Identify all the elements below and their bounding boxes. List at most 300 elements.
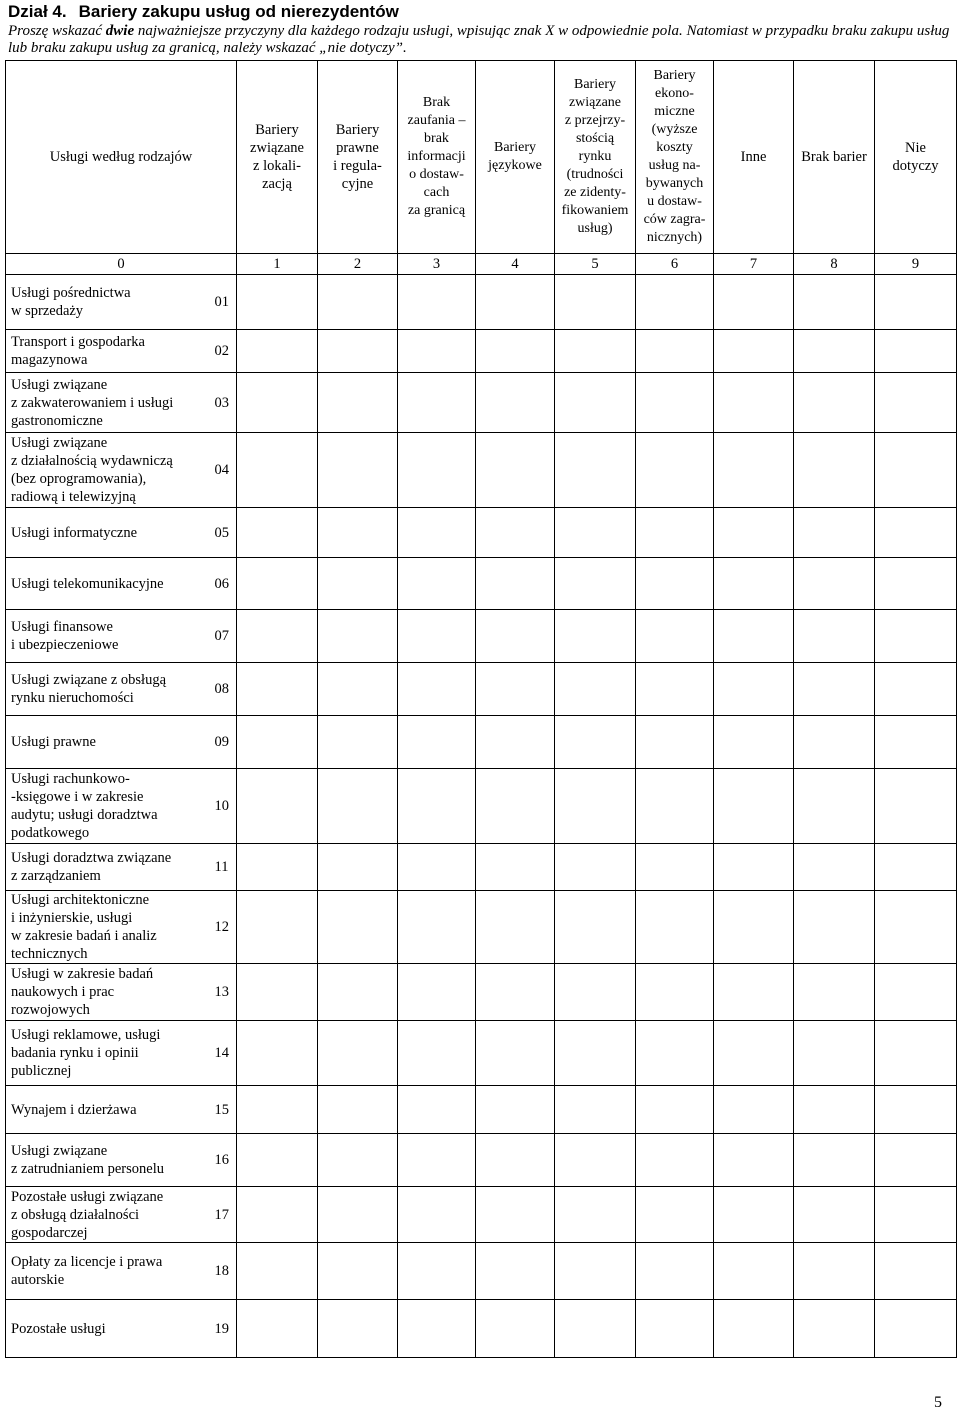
service-name-line: z zakwaterowaniem i usługi [11, 394, 174, 411]
header-line: brak [424, 131, 449, 146]
header-line: dotyczy [892, 158, 939, 174]
answer-cell[interactable] [237, 558, 318, 610]
service-name-line: naukowych i prac [11, 984, 115, 1000]
answer-cell[interactable] [636, 433, 714, 508]
answer-cell[interactable] [714, 1243, 794, 1300]
service-name-line: Usługi doradztwa związane [11, 850, 172, 866]
header-line: (wyższe [651, 122, 698, 137]
column-number: 9 [875, 254, 957, 275]
answer-cell[interactable] [636, 275, 714, 330]
row-code: 05 [211, 508, 237, 558]
answer-cell[interactable] [476, 433, 555, 508]
service-name-line: Usługi reklamowe, usługi [11, 1027, 161, 1043]
answer-cell[interactable] [318, 1086, 398, 1134]
answer-cell[interactable] [398, 1300, 476, 1358]
instructions-part2: najważniejsze przyczyny dla każdego rodzaju usługi, wpisując znak X w odpowiednie pola. Natomiast w przypadku braku zakupu usług lub braku zakupu usług za granicą, należy wskazać „nie dotyczy”. [8, 23, 950, 56]
service-name [6, 716, 211, 769]
header-line: zaufania – [407, 113, 466, 128]
answer-cell[interactable] [636, 508, 714, 558]
answer-cell[interactable] [398, 1021, 476, 1086]
answer-cell[interactable] [398, 844, 476, 891]
answer-cell[interactable] [875, 844, 957, 891]
answer-cell[interactable] [636, 330, 714, 373]
service-name-line: badania rynku i opinii [11, 1045, 139, 1061]
answer-cell[interactable] [476, 769, 555, 844]
table-row [6, 1187, 957, 1243]
answer-cell[interactable] [875, 1134, 957, 1187]
table-row [6, 891, 957, 964]
answer-cell[interactable] [875, 1187, 957, 1243]
column-number: 7 [714, 254, 794, 275]
answer-cell[interactable] [714, 964, 794, 1021]
answer-cell[interactable] [794, 769, 875, 844]
answer-cell[interactable] [794, 1300, 875, 1358]
header-line: fikowaniem [561, 203, 629, 218]
answer-cell[interactable] [237, 1300, 318, 1358]
column-number: 1 [237, 254, 318, 275]
answer-cell[interactable] [875, 964, 957, 1021]
answer-cell[interactable] [555, 1134, 636, 1187]
service-name [6, 891, 211, 964]
row-code: 08 [211, 663, 237, 716]
column-number: 4 [476, 254, 555, 275]
trust-barriers-header [398, 61, 476, 254]
answer-cell[interactable] [237, 769, 318, 844]
answer-cell[interactable] [476, 716, 555, 769]
answer-cell[interactable] [794, 508, 875, 558]
answer-cell[interactable] [476, 1134, 555, 1187]
header-line: ców zagra- [643, 212, 706, 227]
answer-cell[interactable] [555, 1086, 636, 1134]
answer-cell[interactable] [714, 1021, 794, 1086]
answer-cell[interactable] [237, 716, 318, 769]
service-name [6, 1086, 211, 1134]
row-code: 17 [211, 1187, 237, 1243]
column-number: 5 [555, 254, 636, 275]
answer-cell[interactable] [875, 433, 957, 508]
answer-cell[interactable] [875, 891, 957, 964]
location-barriers-header [237, 61, 318, 254]
answer-cell[interactable] [794, 558, 875, 610]
answer-cell[interactable] [794, 433, 875, 508]
column-number-row [6, 254, 957, 275]
service-name-line: Opłaty za licencje i prawa [11, 1254, 163, 1270]
answer-cell[interactable] [476, 558, 555, 610]
answer-cell[interactable] [476, 508, 555, 558]
answer-cell[interactable] [476, 1086, 555, 1134]
answer-cell[interactable] [318, 964, 398, 1021]
answer-cell[interactable] [555, 558, 636, 610]
answer-cell[interactable] [875, 1086, 957, 1134]
answer-cell[interactable] [875, 275, 957, 330]
answer-cell[interactable] [237, 508, 318, 558]
answer-cell[interactable] [318, 275, 398, 330]
answer-cell[interactable] [398, 1187, 476, 1243]
answer-cell[interactable] [237, 1134, 318, 1187]
header-line: usług na- [648, 158, 701, 173]
answer-cell[interactable] [555, 373, 636, 433]
service-name-line: w zakresie badań i analiz [11, 928, 157, 944]
answer-cell[interactable] [636, 663, 714, 716]
service-name-line: i ubezpieczeniowe [11, 637, 119, 653]
answer-cell[interactable] [636, 373, 714, 433]
service-name [6, 433, 211, 508]
answer-cell[interactable] [237, 964, 318, 1021]
answer-cell[interactable] [794, 663, 875, 716]
answer-cell[interactable] [714, 373, 794, 433]
answer-cell[interactable] [794, 373, 875, 433]
header-line: Bariery [335, 122, 380, 138]
answer-cell[interactable] [237, 330, 318, 373]
answer-cell[interactable] [636, 610, 714, 663]
answer-cell[interactable] [237, 1086, 318, 1134]
service-name-line: z zarządzaniem [11, 868, 101, 884]
header-line: Bariery [494, 140, 536, 155]
answer-cell[interactable] [237, 844, 318, 891]
answer-cell[interactable] [476, 1300, 555, 1358]
header-line: Bariery [255, 122, 299, 138]
service-name-line: Usługi związane z obsługą [11, 672, 167, 688]
answer-cell[interactable] [636, 1300, 714, 1358]
answer-cell[interactable] [794, 1243, 875, 1300]
answer-cell[interactable] [476, 1243, 555, 1300]
answer-cell[interactable] [318, 844, 398, 891]
header-line: związane [250, 140, 304, 156]
answer-cell[interactable] [237, 433, 318, 508]
answer-cell[interactable] [318, 1021, 398, 1086]
section-title: Bariery zakupu usług od nierezydentów [78, 2, 399, 21]
header-line: koszty [656, 140, 693, 155]
section-label: Dział 4. [8, 2, 67, 21]
answer-cell[interactable] [476, 964, 555, 1021]
service-name-line: technicznych [11, 946, 88, 962]
answer-cell[interactable] [714, 716, 794, 769]
answer-cell[interactable] [636, 1021, 714, 1086]
answer-cell[interactable] [636, 558, 714, 610]
answer-cell[interactable] [398, 964, 476, 1021]
answer-cell[interactable] [476, 330, 555, 373]
answer-cell[interactable] [476, 1021, 555, 1086]
row-code: 19 [211, 1300, 237, 1358]
answer-cell[interactable] [398, 275, 476, 330]
answer-cell[interactable] [794, 275, 875, 330]
row-code: 09 [211, 716, 237, 769]
answer-cell[interactable] [476, 891, 555, 964]
answer-cell[interactable] [398, 769, 476, 844]
answer-cell[interactable] [636, 891, 714, 964]
answer-cell[interactable] [318, 558, 398, 610]
answer-cell[interactable] [875, 373, 957, 433]
answer-cell[interactable] [794, 844, 875, 891]
instructions-part1: Proszę wskazać [8, 23, 106, 39]
table-row [6, 558, 957, 610]
answer-cell[interactable] [555, 1187, 636, 1243]
answer-cell[interactable] [714, 508, 794, 558]
answer-cell[interactable] [398, 558, 476, 610]
header-line: bywanych [645, 176, 704, 191]
answer-cell[interactable] [636, 769, 714, 844]
answer-cell[interactable] [714, 1086, 794, 1134]
header-line: usług) [577, 221, 613, 236]
answer-cell[interactable] [398, 610, 476, 663]
header-line: Nie [905, 140, 926, 156]
answer-cell[interactable] [875, 716, 957, 769]
answer-cell[interactable] [318, 891, 398, 964]
header-line: u dostaw- [647, 194, 702, 209]
service-name-line: Wynajem i dzierżawa [11, 1101, 137, 1118]
answer-cell[interactable] [398, 1134, 476, 1187]
answer-cell[interactable] [794, 1021, 875, 1086]
answer-cell[interactable] [237, 891, 318, 964]
column-number: 6 [636, 254, 714, 275]
answer-cell[interactable] [714, 1134, 794, 1187]
header-line: Bariery [574, 77, 616, 92]
header-line: z przejrzy- [564, 113, 626, 128]
service-name-line: Pozostałe usługi [11, 1320, 106, 1337]
table-row [6, 275, 957, 330]
service-name-line: gastronomiczne [11, 412, 103, 429]
table-row [6, 663, 957, 716]
answer-cell[interactable] [555, 663, 636, 716]
service-name-line: -księgowe i w zakresie [11, 789, 144, 805]
answer-cell[interactable] [555, 769, 636, 844]
answer-cell[interactable] [237, 1243, 318, 1300]
table-row [6, 716, 957, 769]
answer-cell[interactable] [398, 1086, 476, 1134]
row-code: 01 [211, 275, 237, 330]
answer-cell[interactable] [398, 663, 476, 716]
answer-cell[interactable] [318, 716, 398, 769]
service-name-line: z obsługą działalności [11, 1206, 140, 1223]
answer-cell[interactable] [318, 663, 398, 716]
answer-cell[interactable] [318, 1300, 398, 1358]
service-name-line: Transport i gospodarka [11, 334, 145, 350]
answer-cell[interactable] [875, 610, 957, 663]
answer-cell[interactable] [398, 891, 476, 964]
answer-cell[interactable] [875, 1300, 957, 1358]
answer-cell[interactable] [794, 1086, 875, 1134]
service-name-line: Usługi architektoniczne [11, 892, 150, 908]
answer-cell[interactable] [555, 275, 636, 330]
not-applicable-header [875, 61, 957, 254]
answer-cell[interactable] [794, 1134, 875, 1187]
answer-cell[interactable] [318, 433, 398, 508]
answer-cell[interactable] [476, 610, 555, 663]
table-row [6, 964, 957, 1021]
answer-cell[interactable] [875, 663, 957, 716]
legal-barriers-header [318, 61, 398, 254]
service-name-line: Usługi prawne [11, 734, 96, 750]
answer-cell[interactable] [318, 330, 398, 373]
header-line: za granicą [407, 203, 466, 218]
column-number: 2 [318, 254, 398, 275]
answer-cell[interactable] [636, 844, 714, 891]
answer-cell[interactable] [875, 1243, 957, 1300]
service-name-line: rynku nieruchomości [11, 690, 134, 706]
answer-cell[interactable] [318, 1134, 398, 1187]
answer-cell[interactable] [794, 716, 875, 769]
table-row [6, 508, 957, 558]
service-name-line: publicznej [11, 1063, 72, 1079]
answer-cell[interactable] [237, 373, 318, 433]
answer-cell[interactable] [875, 558, 957, 610]
answer-cell[interactable] [636, 964, 714, 1021]
answer-cell[interactable] [636, 1243, 714, 1300]
answer-cell[interactable] [555, 1300, 636, 1358]
service-name [6, 1300, 211, 1358]
service-name-line: Usługi związane [11, 435, 108, 451]
service-name-line: magazynowa [11, 352, 88, 368]
answer-cell[interactable] [398, 508, 476, 558]
service-name-line: gospodarczej [11, 1224, 88, 1241]
header-line: Bariery [653, 68, 696, 83]
answer-cell[interactable] [714, 610, 794, 663]
header-line: o dostaw- [409, 167, 464, 182]
answer-cell[interactable] [237, 1021, 318, 1086]
service-name-line: podatkowego [11, 825, 90, 841]
answer-cell[interactable] [714, 663, 794, 716]
service-name [6, 1243, 211, 1300]
answer-cell[interactable] [714, 558, 794, 610]
answer-cell[interactable] [555, 508, 636, 558]
service-name [6, 663, 211, 716]
answer-cell[interactable] [714, 330, 794, 373]
table-row [6, 1021, 957, 1086]
table-row [6, 330, 957, 373]
answer-cell[interactable] [714, 1300, 794, 1358]
row-code: 14 [211, 1021, 237, 1086]
service-name-line: Usługi związane [11, 376, 108, 393]
service-name-line: Usługi informatyczne [11, 524, 138, 541]
answer-cell[interactable] [794, 330, 875, 373]
instructions [8, 23, 952, 57]
answer-cell[interactable] [714, 275, 794, 330]
service-name-line: Usługi finansowe [11, 619, 113, 635]
answer-cell[interactable] [555, 891, 636, 964]
service-name [6, 1021, 211, 1086]
answer-cell[interactable] [714, 844, 794, 891]
answer-cell[interactable] [875, 1021, 957, 1086]
answer-cell[interactable] [714, 1187, 794, 1243]
answer-cell[interactable] [636, 1187, 714, 1243]
service-name-line: Usługi związane [11, 1143, 108, 1159]
answer-cell[interactable] [398, 433, 476, 508]
answer-cell[interactable] [318, 1187, 398, 1243]
answer-cell[interactable] [318, 1243, 398, 1300]
answer-cell[interactable] [237, 1187, 318, 1243]
answer-cell[interactable] [398, 1243, 476, 1300]
no-barriers-header [794, 61, 875, 254]
header-line: stością [575, 131, 615, 146]
row-code: 13 [211, 964, 237, 1021]
answer-cell[interactable] [476, 663, 555, 716]
column-number: 3 [398, 254, 476, 275]
answer-cell[interactable] [237, 275, 318, 330]
answer-cell[interactable] [555, 716, 636, 769]
row-code: 16 [211, 1134, 237, 1187]
answer-cell[interactable] [398, 330, 476, 373]
answer-cell[interactable] [318, 373, 398, 433]
answer-cell[interactable] [555, 1243, 636, 1300]
answer-cell[interactable] [398, 716, 476, 769]
answer-cell[interactable] [714, 891, 794, 964]
answer-cell[interactable] [476, 275, 555, 330]
service-name-line: Pozostałe usługi związane [11, 1188, 164, 1205]
answer-cell[interactable] [875, 508, 957, 558]
table-row [6, 844, 957, 891]
answer-cell[interactable] [875, 330, 957, 373]
answer-cell[interactable] [875, 769, 957, 844]
service-name [6, 1187, 211, 1243]
answer-cell[interactable] [714, 769, 794, 844]
header-line: Usługi według rodzajów [49, 149, 193, 165]
header-line: i regula- [333, 158, 382, 174]
answer-cell[interactable] [318, 769, 398, 844]
economic-barriers-header [636, 61, 714, 254]
row-code: 07 [211, 610, 237, 663]
answer-cell[interactable] [794, 610, 875, 663]
answer-cell[interactable] [714, 433, 794, 508]
answer-cell[interactable] [794, 1187, 875, 1243]
header-line: ekono- [655, 86, 694, 101]
services-column-header [6, 61, 237, 254]
other-header [714, 61, 794, 254]
answer-cell[interactable] [555, 433, 636, 508]
header-line: Brak barier [801, 149, 867, 165]
answer-cell[interactable] [555, 964, 636, 1021]
table-row [6, 1086, 957, 1134]
header-line: językowe [488, 158, 542, 173]
table-row [6, 1243, 957, 1300]
header-line: z lokali- [253, 158, 301, 174]
row-code: 12 [211, 891, 237, 964]
answer-cell[interactable] [636, 1086, 714, 1134]
header-line: nicznych) [646, 230, 703, 245]
answer-cell[interactable] [555, 844, 636, 891]
page-number: 5 [934, 1394, 942, 1411]
row-code: 06 [211, 558, 237, 610]
service-name-line: (bez oprogramowania), [11, 471, 147, 487]
answer-cell[interactable] [476, 1187, 555, 1243]
answer-cell[interactable] [636, 716, 714, 769]
answer-cell[interactable] [318, 610, 398, 663]
answer-cell[interactable] [476, 844, 555, 891]
service-name [6, 964, 211, 1021]
answer-cell[interactable] [237, 610, 318, 663]
header-line: cyjne [341, 176, 374, 192]
row-code: 10 [211, 769, 237, 844]
answer-cell[interactable] [636, 1134, 714, 1187]
answer-cell[interactable] [398, 373, 476, 433]
instructions-bold: dwie [105, 23, 135, 39]
service-name-line: autorskie [11, 1272, 65, 1288]
answer-cell[interactable] [794, 964, 875, 1021]
answer-cell[interactable] [555, 1021, 636, 1086]
answer-cell[interactable] [476, 373, 555, 433]
header-line: ze zidenty- [564, 185, 626, 200]
header-line: miczne [654, 104, 695, 119]
service-name-line: radiową i telewizyjną [11, 489, 136, 505]
row-code: 02 [211, 330, 237, 373]
answer-cell[interactable] [318, 508, 398, 558]
answer-cell[interactable] [237, 663, 318, 716]
barriers-table [5, 60, 957, 1358]
answer-cell[interactable] [555, 330, 636, 373]
service-name-line: rozwojowych [11, 1002, 90, 1018]
answer-cell[interactable] [794, 891, 875, 964]
header-line: cach [423, 185, 450, 200]
answer-cell[interactable] [555, 610, 636, 663]
